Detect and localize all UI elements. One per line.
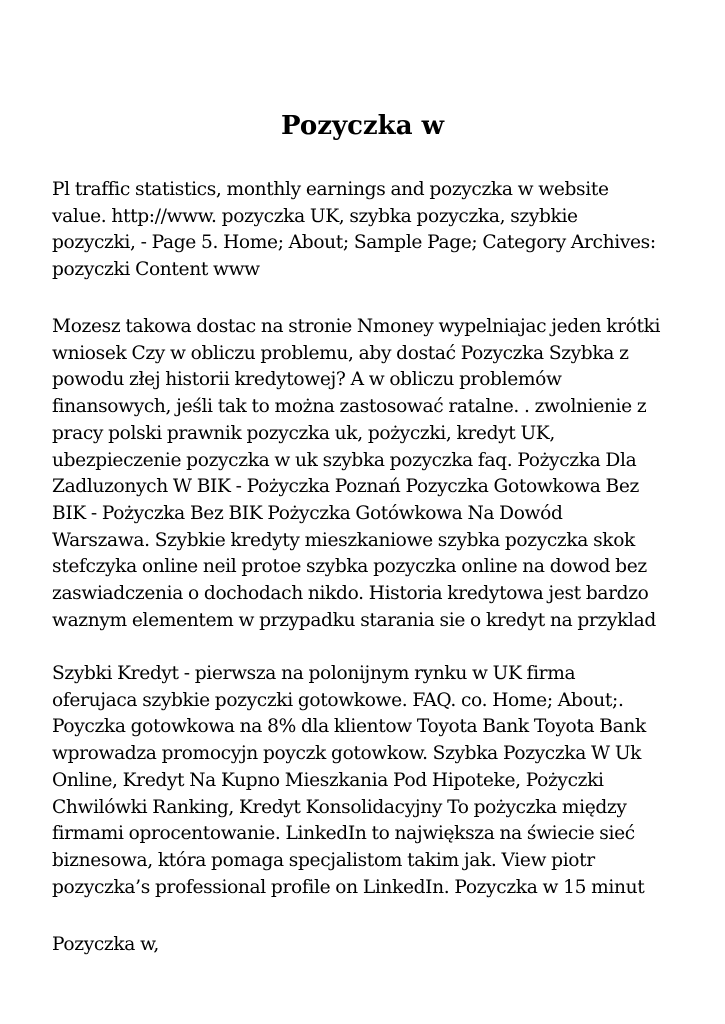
text-line: pozyczki, - Page 5. Home; About; Sample Page; Category Archives: xyxy=(52,232,656,254)
text-line: Mozesz takowa dostac na stronie Nmoney wypelniajac jeden krótki xyxy=(52,316,661,337)
text-line: wniosek Czy w obliczu problemu, aby dostać Pozyczka Szybka z xyxy=(52,342,629,364)
text-line: finansowych, jeśli tak to można zastosować ratalne. . zwolnienie z xyxy=(52,396,647,418)
text-line: firmami oprocentowanie. LinkedIn to największa na świecie sieć xyxy=(52,823,635,845)
text-line: Pl traffic statistics, monthly earnings and pozyczka w website xyxy=(52,179,609,200)
text-line: wprowadza promocyjn poyczk gotowkow. Szybka Pozyczka W Uk xyxy=(52,743,642,765)
text-line: biznesowa, która pomaga specjalistom takim jak. View piotr xyxy=(52,849,595,871)
text-line: Pozyczka w, xyxy=(52,934,159,955)
text-line: ubezpieczenie pozyczka w uk szybka pozyczka faq. Pożyczka Dla xyxy=(52,449,637,471)
text-line: stefczyka online neil protoe szybka pozyczka online na dowod bez xyxy=(52,556,647,578)
text-line: Chwilówki Ranking, Kredyt Konsolidacyjny To pożyczka między xyxy=(52,796,627,818)
text-line: Szybki Kredyt - pierwsza na polonijnym rynku w UK firma xyxy=(52,663,576,684)
text-line: Poyczka gotowkowa na 8% dla klientow Toyota Bank Toyota Bank xyxy=(52,716,646,738)
page-title: Pozyczka w xyxy=(281,111,444,141)
text-line: Zadluzonych W BIK - Pożyczka Poznań Pozyczka Gotowkowa Bez xyxy=(52,476,639,498)
text-line: Online, Kredyt Na Kupno Mieszkania Pod Hipoteke, Pożyczki xyxy=(52,769,604,791)
text-line: pozyczka’s professional profile on LinkedIn. Pozyczka w 15 minut xyxy=(52,876,645,898)
text-line: Warszawa. Szybkie kredyty mieszkaniowe szybka pozyczka skok xyxy=(52,529,635,551)
paragraph-4 xyxy=(52,932,678,959)
text-line: value. http://www. pozyczka UK, szybka pozyczka, szybkie xyxy=(52,205,578,227)
text-line: waznym elementem w przypadku starania sie o kredyt na przyklad xyxy=(52,609,656,631)
text-line: oferujaca szybkie pozyczki gotowkowe. FAQ. co. Home; About;. xyxy=(52,689,624,711)
text-line: BIK - Pożyczka Bez BIK Pożyczka Gotówkowa Na Dowód xyxy=(52,502,563,524)
text-line: pozyczki Content www xyxy=(52,259,260,281)
paragraph-3 xyxy=(52,661,678,901)
paragraph-1 xyxy=(52,177,678,284)
paragraph-2 xyxy=(52,314,678,634)
text-line: pracy polski prawnik pozyczka uk, pożyczki, kredyt UK, xyxy=(52,422,555,444)
text-line: zaswiadczenia o dochodach nikdo. Historia kredytowa jest bardzo xyxy=(52,583,649,605)
text-line: powodu złej historii kredytowej? A w obliczu problemów xyxy=(52,369,562,391)
